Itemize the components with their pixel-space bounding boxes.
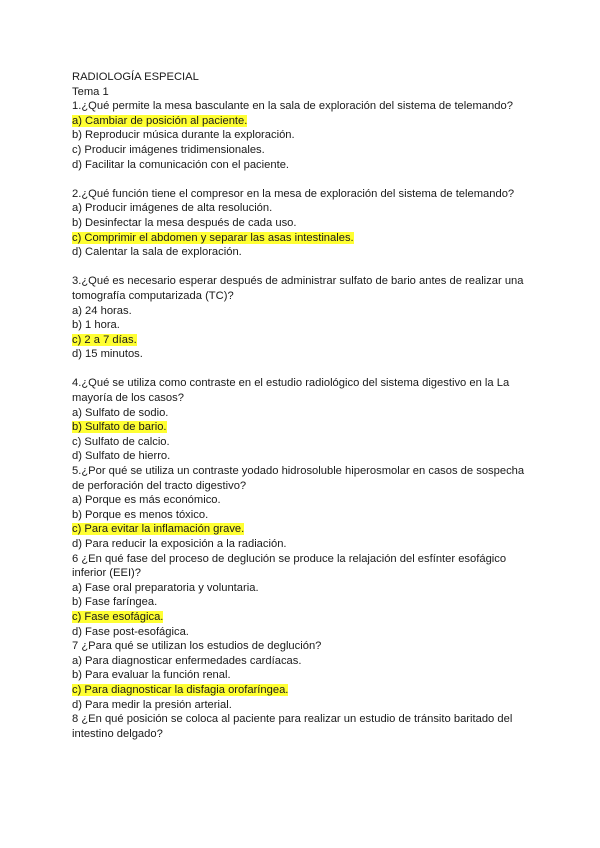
question-2: [72, 187, 532, 260]
question-4: [72, 376, 532, 464]
answer-option: [72, 522, 532, 537]
answer-option: d) Sulfato de hierro.: [72, 450, 171, 463]
blank-line: [72, 362, 532, 377]
document-title: RADIOLOGÍA ESPECIAL: [72, 71, 199, 83]
answer-option: a) Producir imágenes de alta resolución.: [72, 202, 273, 215]
answer-option: d) Para reducir la exposición a la radiación.: [72, 538, 287, 550]
question-text: 7 ¿Para qué se utilizan los estudios de deglución?: [72, 640, 322, 653]
question-text: 6 ¿En qué fase del proceso de deglución se produce la relajación del esfínter esofágico inferior (EEI)?: [72, 552, 507, 580]
answer-option: [72, 420, 532, 435]
question-3: [72, 274, 532, 362]
answer-option: b) Fase faríngea.: [72, 596, 158, 609]
question-6: [72, 552, 532, 640]
answer-option: b) Reproducir música durante la exploración.: [72, 129, 295, 142]
answer-option: d) Facilitar la comunicación con el paciente.: [72, 158, 290, 171]
answer-option: a) Sulfato de sodio.: [72, 406, 169, 419]
answer-option: [72, 683, 532, 698]
question-text: 1.¿Qué permite la mesa basculante en la sala de exploración del sistema de telemando?: [72, 100, 513, 113]
document-subtitle: Tema 1: [72, 85, 109, 98]
blank-line: [72, 172, 532, 187]
question-8: [72, 712, 532, 741]
answer-option: [72, 333, 532, 348]
answer-option: d) Para medir la presión arterial.: [72, 698, 232, 711]
answer-option: a) 24 horas.: [72, 304, 132, 317]
answer-option: b) Desinfectar la mesa después de cada uso.: [72, 216, 297, 229]
answer-option: a) Fase oral preparatoria y voluntaria.: [72, 581, 259, 594]
answer-option: [72, 231, 532, 246]
answer-option: a) Porque es más económico.: [72, 494, 221, 507]
question-text: 8 ¿En qué posición se coloca al paciente para realizar un estudio de tránsito baritado del intestino delgado?: [72, 713, 513, 740]
answer-option: b) 1 hora.: [72, 319, 120, 332]
answer-option: [72, 610, 532, 625]
answer-option: d) Calentar la sala de exploración.: [72, 246, 242, 259]
answer-option: d) 15 minutos.: [72, 348, 143, 361]
answer-option: d) Fase post-esofágica.: [72, 625, 189, 638]
answer-option: b) Porque es menos tóxico.: [72, 508, 209, 521]
answer-option: c) Sulfato de calcio.: [72, 435, 170, 448]
question-text: 4.¿Qué se utiliza como contraste en el estudio radiológico del sistema digestivo en la La mayoría de los casos?: [72, 377, 510, 405]
answer-option: a) Para diagnosticar enfermedades cardíacas.: [72, 654, 302, 667]
highlighted-answer: c) Para evitar la inflamación grave.: [72, 523, 245, 536]
answer-option: [72, 114, 532, 129]
blank-line: [72, 260, 532, 275]
highlighted-answer: c) Comprimir el abdomen y separar las asas intestinales.: [72, 231, 354, 244]
question-5: [72, 464, 532, 552]
highlighted-answer: c) Fase esofágica.: [72, 610, 164, 623]
question-text: 3.¿Qué es necesario esperar después de administrar sulfato de bario antes de realizar una tomografía computarizada (TC)?: [72, 275, 524, 302]
question-7: [72, 639, 532, 712]
highlighted-answer: c) Para diagnosticar la disfagia orofaríngea.: [72, 683, 289, 696]
answer-option: c) Producir imágenes tridimensionales.: [72, 143, 265, 156]
document-content: [72, 70, 532, 741]
highlighted-answer: b) Sulfato de bario.: [72, 421, 167, 434]
answer-option: b) Para evaluar la función renal.: [72, 669, 231, 682]
question-1: [72, 99, 532, 172]
highlighted-answer: c) 2 a 7 días.: [72, 333, 137, 346]
question-text: 2.¿Qué función tiene el compresor en la mesa de exploración del sistema de telemando?: [72, 187, 515, 200]
question-text: 5.¿Por qué se utiliza un contraste yodado hidrosoluble hiperosmolar en casos de sospecha de perforación del tracto digestivo?: [72, 465, 525, 492]
highlighted-answer: a) Cambiar de posición al paciente.: [72, 114, 248, 127]
